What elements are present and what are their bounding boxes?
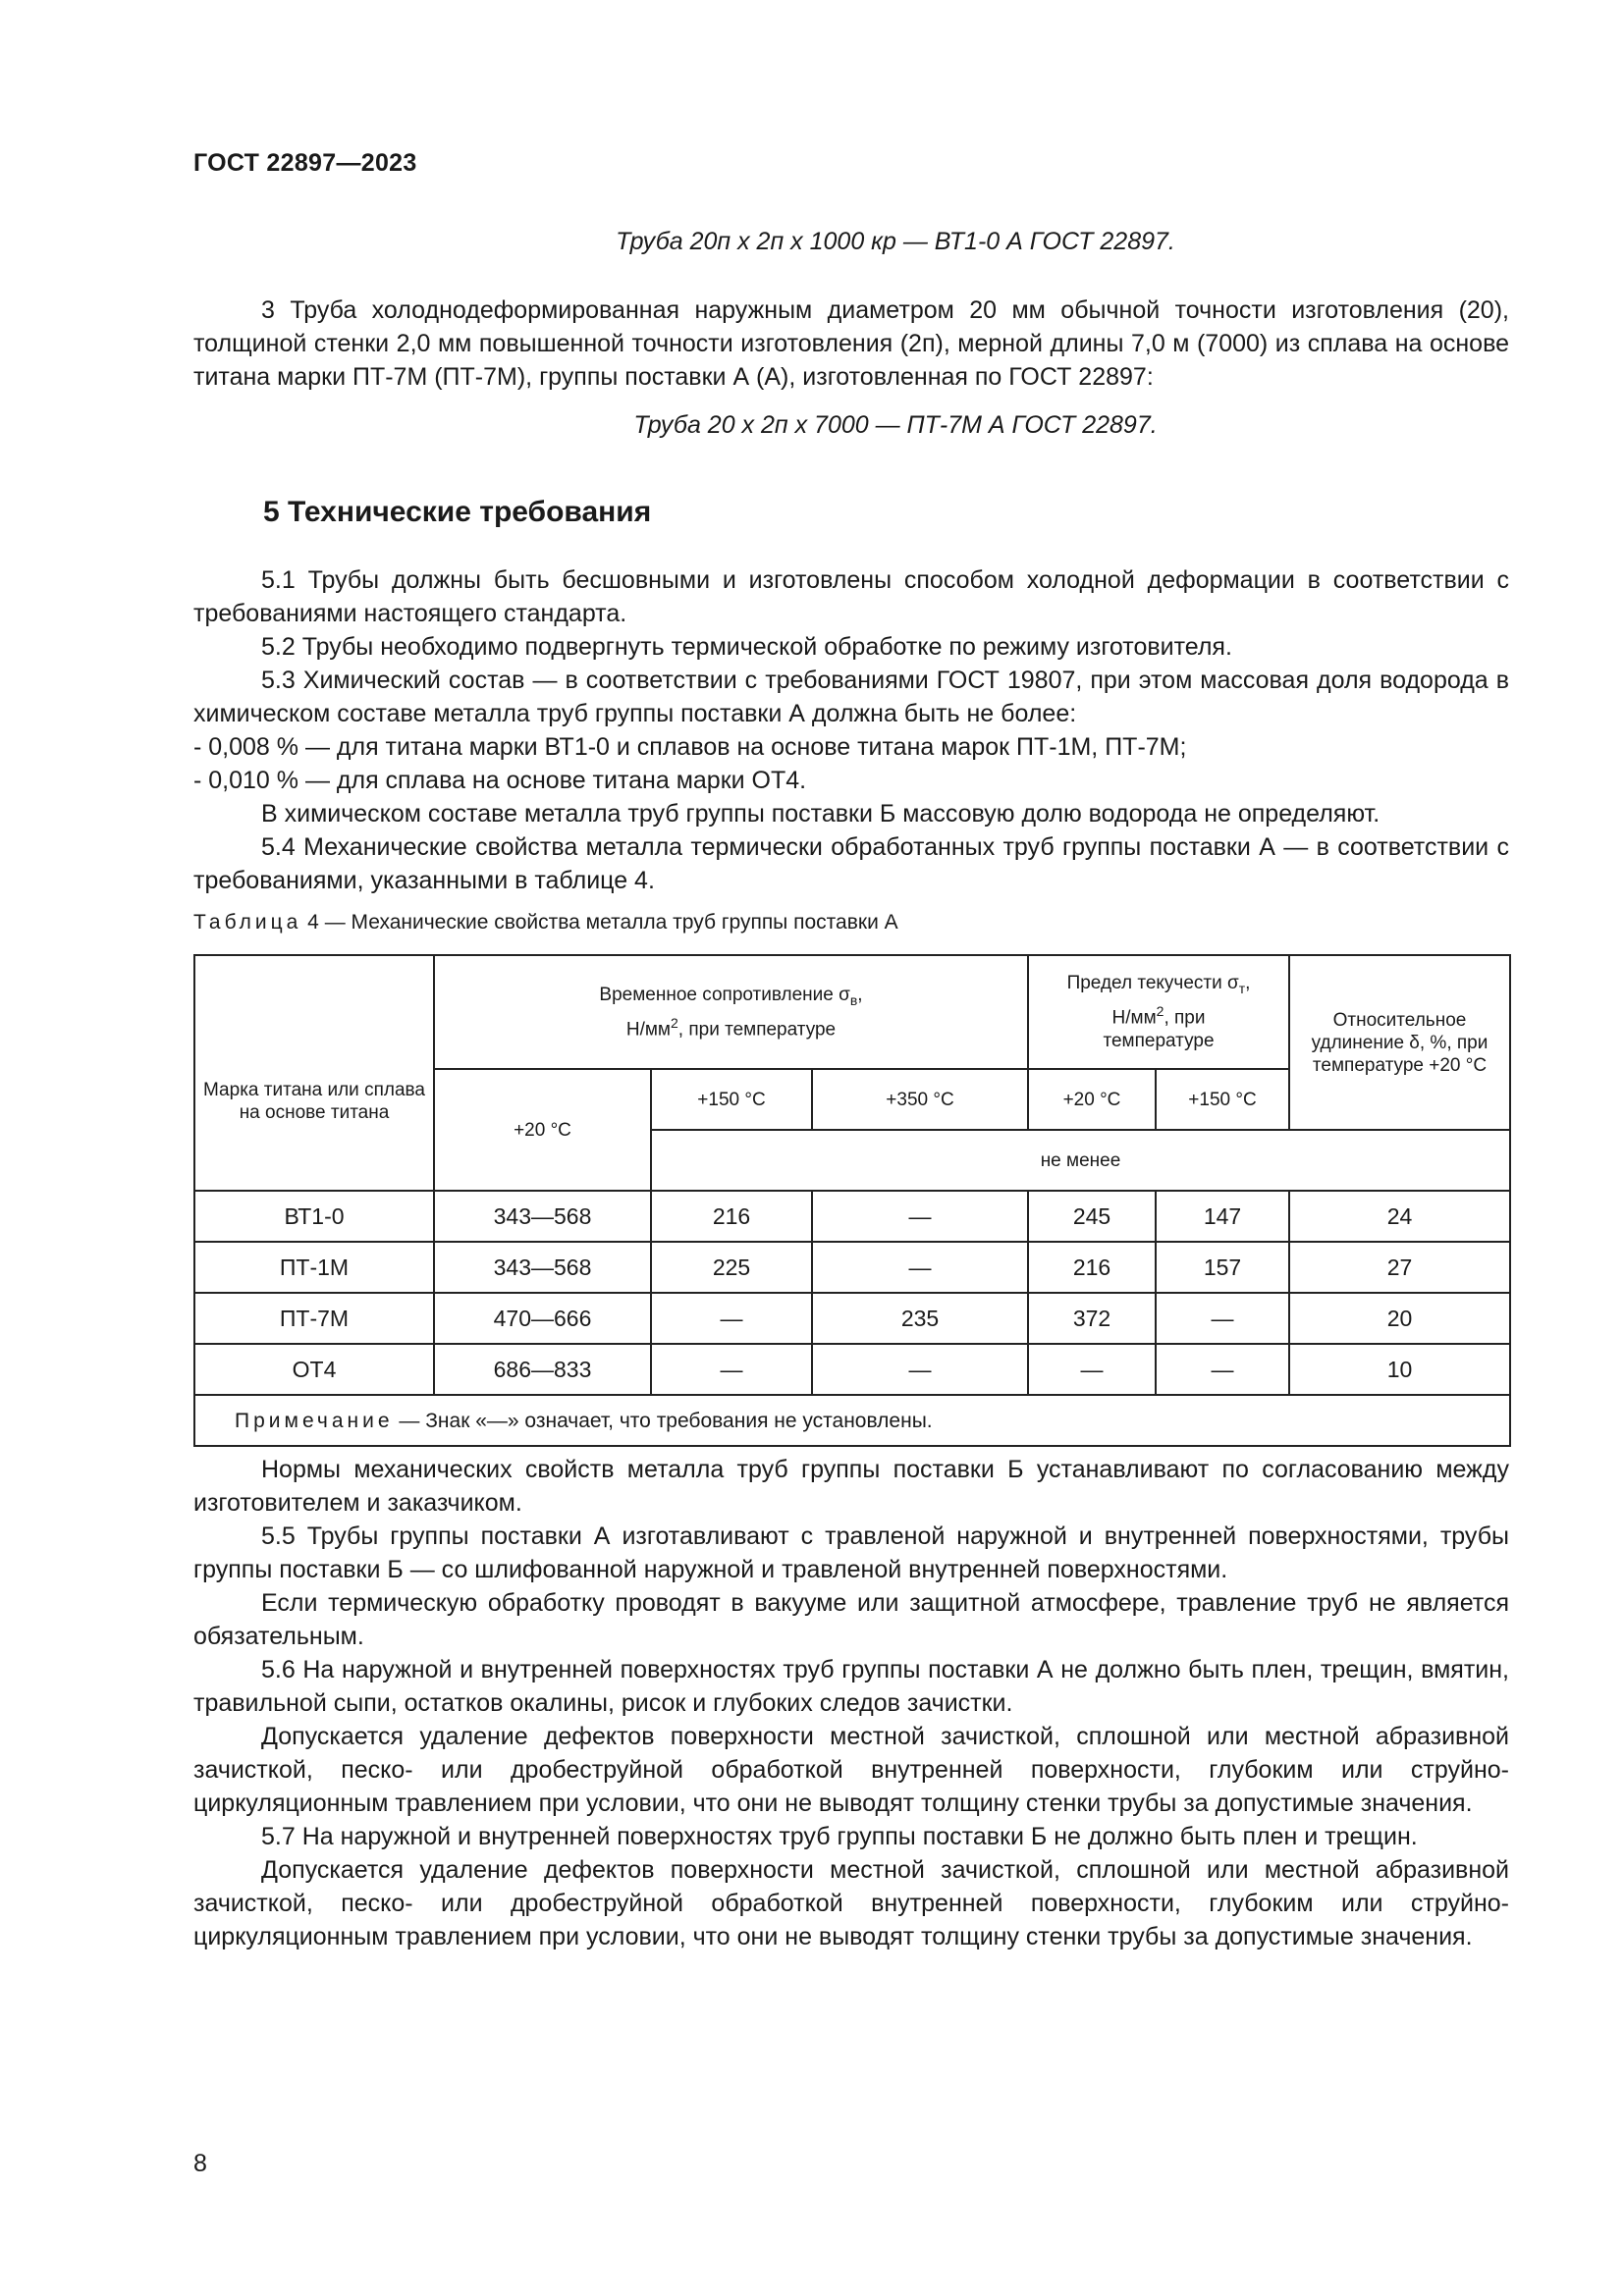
paragraph-5-7: 5.7 На наружной и внутренней поверхностях труб группы поставки Б не должно быть плен и трещин. <box>261 1823 1418 1850</box>
header-elongation: Относительное удлинение δ, %, при температуре +20 °С <box>1289 955 1510 1130</box>
table-caption-label: Таблица <box>193 911 302 934</box>
table-row: ПТ-7М 470—666 — 235 372 — 20 <box>194 1293 1510 1344</box>
paragraph-norms: Нормы механических свойств металла труб группы поставки Б устанавливают по согласованию между изготовителем и заказчиком. <box>193 1456 1509 1517</box>
header-grade: Марка титана или сплава на основе титана <box>194 955 434 1191</box>
example-3-designation: Труба 20 х 2п х 7000 — ПТ-7М А ГОСТ 22897. <box>633 411 1158 439</box>
header-tensile: Временное сопротивление $\sigma_в$, $Н/мм^2$, при температуре <box>434 955 1028 1069</box>
header-temp-350: +350 °С <box>812 1069 1028 1130</box>
paragraph-5-6: 5.6 На наружной и внутренней поверхностях труб группы поставки А не должно быть плен, трещин, вмятин, травильной сыпи, остатков окалины, рисок и глубоких следов зачистки. <box>193 1656 1509 1717</box>
section-body <box>0 563 1509 897</box>
paragraph-5-5b: Если термическую обработку проводят в вакууме или защитной атмосфере, травление труб не является обязательным. <box>193 1589 1509 1650</box>
table-caption <box>193 911 898 934</box>
document-header: ГОСТ 22897—2023 <box>193 149 417 177</box>
paragraph-5-7b: Допускается удаление дефектов поверхности местной зачисткой, сплошной или местной абразивной зачисткой, песко- или дробеструйной обработкой внутренней поверхности, глубоким или струйно-циркуляционным травлением при условии, что они не выводят толщину стенки трубы за допустимые значения. <box>193 1856 1509 1950</box>
mechanical-properties-table <box>193 954 1511 1447</box>
section-title: 5 Технические требования <box>263 496 652 528</box>
table-row: ОТ4 686—833 — — — — 10 <box>194 1344 1510 1395</box>
header-yield: Предел текучести $\sigma_т$, $Н/мм^2$, при температуре <box>1028 955 1289 1069</box>
table-row: ПТ-1М 343—568 225 — 216 157 27 <box>194 1242 1510 1293</box>
table-note <box>194 1395 1510 1446</box>
table-caption-title: 4 — Механические свойства металла труб группы поставки А <box>301 911 898 934</box>
table-row: ВТ1-0 343—568 216 — 245 147 24 <box>194 1191 1510 1242</box>
list-item: - 0,010 % — для сплава на основе титана марки ОТ4. <box>193 767 807 794</box>
paragraph-5-3: 5.3 Химический состав — в соответствии с требованиями ГОСТ 19807, при этом массовая доля водорода в химическом составе металла труб группы поставки А должна быть не более: <box>193 667 1509 727</box>
paragraph-5-1: 5.1 Трубы должны быть бесшовными и изготовлены способом холодной деформации в соответствии с требованиями настоящего стандарта. <box>193 566 1509 627</box>
header-yield-temp-20: +20 °С <box>1028 1069 1156 1130</box>
header-temp-150: +150 °С <box>651 1069 812 1130</box>
list-item: - 0,008 % — для титана марки ВТ1-0 и сплавов на основе титана марок ПТ-1М, ПТ-7М; <box>193 733 1187 761</box>
paragraph-5-4: 5.4 Механические свойства металла термически обработанных труб группы поставки А — в соответствии с требованиями, указанными в таблице 4. <box>193 833 1509 894</box>
page-number: 8 <box>193 2150 207 2177</box>
paragraph-5-3b: В химическом составе металла труб группы поставки Б массовую долю водорода не определяют. <box>261 800 1380 828</box>
table-note-text: — Знак «—» означает, что требования не установлены. <box>393 1409 933 1432</box>
example-2-designation: Труба 20п х 2п х 1000 кр — ВТ1-0 А ГОСТ 22897. <box>616 228 1175 255</box>
example-3-text: 3 Труба холоднодеформированная наружным диаметром 20 мм обычной точности изготовления (20), толщиной стенки 2,0 мм повышенной точности изготовления (2п), мерной длины 7,0 м (7000) из сплава на основе титана марки ПТ-7М (ПТ-7М), группы поставки А (А), изготовленная по ГОСТ 22897: <box>193 296 1509 391</box>
header-temp-20: +20 °С <box>434 1069 651 1191</box>
table-note-label: Примечание <box>235 1409 394 1432</box>
paragraph-5-5: 5.5 Трубы группы поставки А изготавливают с травленой наружной и внутренней поверхностями, трубы группы поставки Б — со шлифованной наружной и травленой внутренней поверхностями. <box>193 1522 1509 1583</box>
header-not-less: не менее <box>651 1130 1510 1191</box>
paragraph-5-6b: Допускается удаление дефектов поверхности местной зачисткой, сплошной или местной абразивной зачисткой, песко- или дробеструйной обработкой внутренней поверхности, глубоким или струйно-циркуляционным травлением при условии, что они не выводят толщину стенки трубы за допустимые значения. <box>193 1723 1509 1817</box>
paragraph-5-2: 5.2 Трубы необходимо подвергнуть термической обработке по режиму изготовителя. <box>261 633 1232 661</box>
after-table-body <box>0 1453 1509 1953</box>
header-yield-temp-150: +150 °С <box>1156 1069 1289 1130</box>
